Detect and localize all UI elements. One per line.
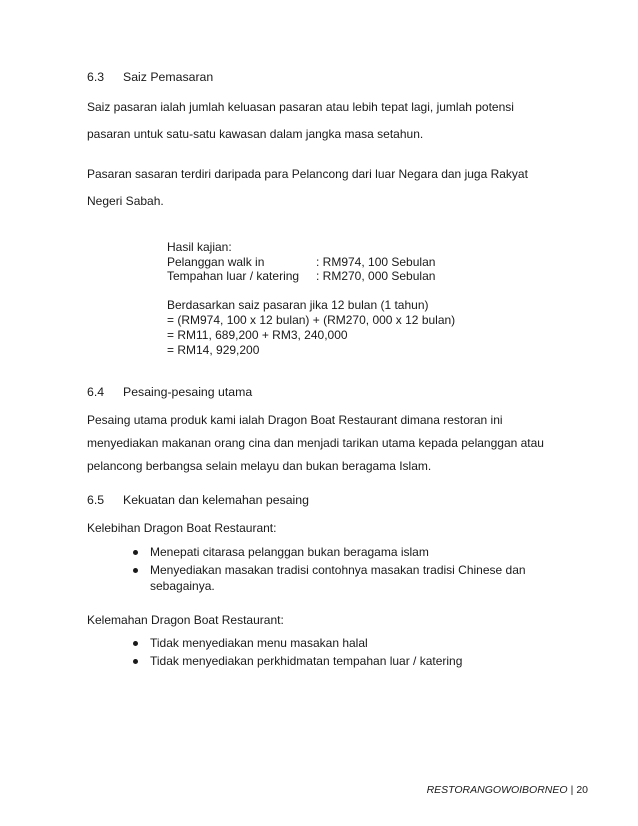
list-item: Menyediakan masakan tradisi contohnya masakan tradisi Chinese dan bbox=[150, 563, 526, 577]
section-number: 6.3 bbox=[87, 70, 105, 84]
findings-row-value: : RM974, 100 Sebulan bbox=[316, 255, 436, 269]
findings-row-label: Tempahan luar / katering bbox=[167, 269, 300, 283]
paragraph-line: Saiz pasaran ialah jumlah keluasan pasaran atau lebih tepat lagi, jumlah potensi bbox=[87, 100, 514, 114]
paragraph-line: menyediakan makanan orang cina dan menjadi tarikan utama kepada pelanggan atau bbox=[87, 436, 544, 450]
calc-line: = RM14, 929,200 bbox=[167, 343, 260, 357]
paragraph-line: Negeri Sabah. bbox=[87, 194, 164, 208]
findings-title: Hasil kajian: bbox=[167, 240, 232, 254]
list-item: Menepati citarasa pelanggan bukan beragama islam bbox=[150, 545, 429, 559]
footer-separator: | bbox=[570, 784, 574, 796]
strengths-title: Kelebihan Dragon Boat Restaurant: bbox=[87, 521, 277, 535]
weaknesses-title: Kelemahan Dragon Boat Restaurant: bbox=[87, 613, 284, 627]
paragraph-line: Pasaran sasaran terdiri daripada para Pelancong dari luar Negara dan juga Rakyat bbox=[87, 167, 528, 181]
section-title: Saiz Pemasaran bbox=[123, 70, 214, 84]
section-number: 6.4 bbox=[87, 385, 105, 399]
calc-line: Berdasarkan saiz pasaran jika 12 bulan (1 tahun) bbox=[167, 298, 429, 312]
bullet-icon bbox=[133, 641, 138, 646]
list-item-continuation: sebagainya. bbox=[150, 579, 215, 593]
bullet-icon bbox=[133, 659, 138, 664]
paragraph-line: pasaran untuk satu-satu kawasan dalam jangka masa setahun. bbox=[87, 127, 424, 141]
footer-title: RESTORANGOWOIBORNEO bbox=[426, 784, 568, 796]
section-title: Pesaing-pesaing utama bbox=[123, 385, 253, 399]
page-number: 20 bbox=[576, 784, 588, 796]
section-6-4-heading bbox=[87, 385, 252, 399]
list-item: Tidak menyediakan perkhidmatan tempahan luar / katering bbox=[150, 654, 463, 668]
section-title: Kekuatan dan kelemahan pesaing bbox=[123, 493, 309, 507]
findings-row-label: Pelanggan walk in bbox=[167, 255, 265, 269]
bullet-icon bbox=[133, 568, 138, 573]
calc-line: = (RM974, 100 x 12 bulan) + (RM270, 000 x 12 bulan) bbox=[167, 313, 456, 327]
paragraph-line: pelancong berbangsa selain melayu dan bukan beragama Islam. bbox=[87, 459, 432, 473]
section-number: 6.5 bbox=[87, 493, 105, 507]
page-footer bbox=[427, 784, 588, 796]
bullet-icon bbox=[133, 550, 138, 555]
section-6-5-heading bbox=[87, 493, 309, 507]
calc-line: = RM11, 689,200 + RM3, 240,000 bbox=[167, 328, 348, 342]
list-item: Tidak menyediakan menu masakan halal bbox=[150, 636, 368, 650]
section-6-3-heading bbox=[87, 70, 213, 84]
paragraph-line: Pesaing utama produk kami ialah Dragon Boat Restaurant dimana restoran ini bbox=[87, 413, 503, 427]
findings-row-value: : RM270, 000 Sebulan bbox=[316, 269, 436, 283]
